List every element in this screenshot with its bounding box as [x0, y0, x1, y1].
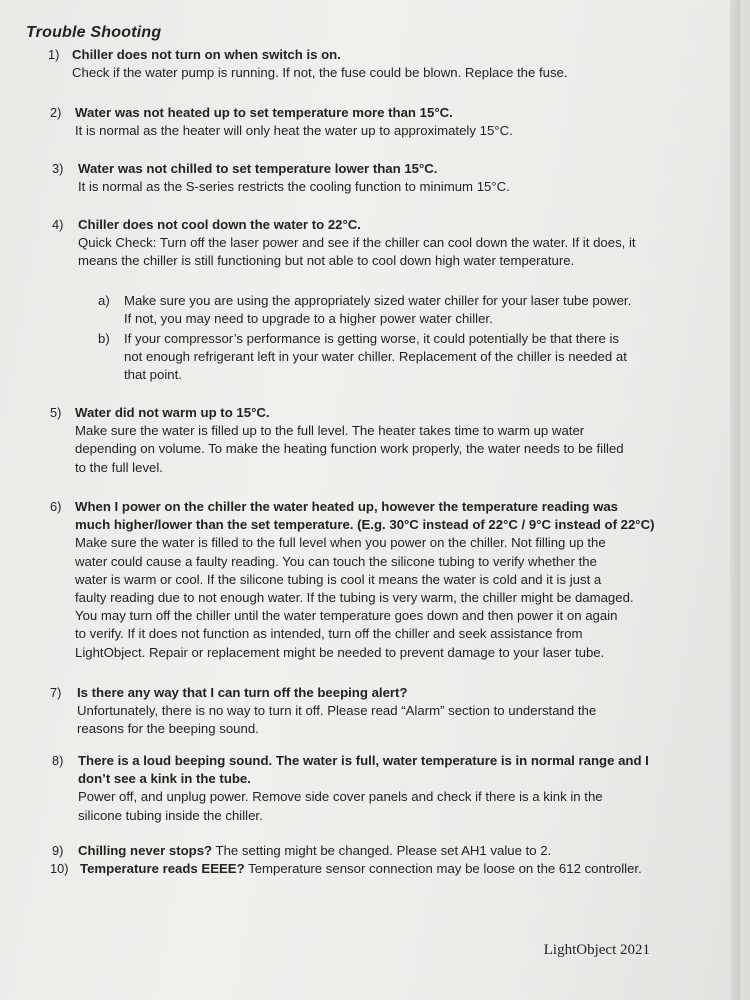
item-text: LightObject. Repair or replacement might be needed to prevent damage to your laser tube.	[75, 644, 605, 660]
item-number: 10)	[50, 861, 69, 876]
item-text: The setting might be changed. Please set AH1 value to 2.	[212, 843, 552, 858]
list-item	[50, 684, 740, 739]
sub-item-text: that point.	[124, 367, 182, 383]
item-text: means the chiller is still functioning but not able to cool down high water temperature.	[78, 253, 575, 269]
item-text: reasons for the beeping sound.	[77, 721, 259, 737]
item-heading: When I power on the chiller the water heated up, however the temperature reading was	[75, 499, 618, 514]
item-heading: much higher/lower than the set temperature. (E.g. 30°C instead of 22°C / 9°C instead of 22°C)	[75, 517, 655, 533]
item-text: You may turn off the chiller until the water temperature goes down and then power it on again	[75, 608, 618, 624]
item-number: 4)	[52, 217, 64, 232]
list-item	[50, 404, 740, 477]
sub-item-letter: b)	[98, 331, 110, 346]
list-item	[48, 46, 740, 82]
item-number: 9)	[52, 843, 64, 858]
item-text: Check if the water pump is running. If not, the fuse could be blown. Replace the fuse.	[72, 65, 568, 81]
item-heading: There is a loud beeping sound. The water is full, water temperature is in normal range and I	[78, 753, 649, 768]
list-item	[52, 216, 740, 271]
list-item	[52, 752, 740, 825]
item-heading: Chiller does not cool down the water to 22°C.	[78, 217, 361, 232]
item-heading: Temperature reads EEEE?	[80, 861, 245, 876]
item-text: Unfortunately, there is no way to turn it off. Please read “Alarm” section to understand the	[77, 703, 597, 719]
list-item	[52, 842, 740, 860]
page-title: Trouble Shooting	[26, 24, 162, 41]
item-heading: Water did not warm up to 15°C.	[75, 405, 270, 420]
sub-item-text: If your compressor’s performance is getting worse, it could potentially be that there is	[124, 331, 620, 346]
item-text: Power off, and unplug power. Remove side cover panels and check if there is a kink in the	[78, 789, 603, 805]
list-item	[50, 498, 740, 662]
item-heading: Water was not chilled to set temperature lower than 15°C.	[78, 161, 438, 176]
item-text: Make sure the water is filled to the full level when you power on the chiller. Not filling up the	[75, 535, 606, 551]
item-number: 7)	[50, 685, 62, 700]
item-heading: Water was not heated up to set temperature more than 15°C.	[75, 105, 453, 120]
sub-item-text: Make sure you are using the appropriately sized water chiller for your laser tube power.	[124, 293, 632, 308]
item-number: 1)	[48, 47, 60, 62]
sub-list-item	[98, 292, 724, 328]
list-item	[50, 104, 740, 140]
item-text: depending on volume. To make the heating function work properly, the water needs to be filled	[75, 441, 624, 457]
item-text: It is normal as the heater will only heat the water up to approximately 15°C.	[75, 123, 513, 139]
item-text: to the full level.	[75, 459, 163, 475]
item-heading: Chilling never stops?	[78, 843, 213, 858]
item-heading: don’t see a kink in the tube.	[78, 771, 251, 787]
footer-credit: LightObject 2021	[543, 942, 650, 958]
sub-item-letter: a)	[98, 293, 110, 308]
item-heading: Is there any way that I can turn off the beeping alert?	[77, 685, 408, 700]
item-text: to verify. If it does not function as intended, turn off the chiller and seek assistance from	[75, 626, 583, 642]
item-text: Quick Check: Turn off the laser power and see if the chiller can cool down the water. If it does, it	[78, 235, 636, 251]
list-item	[52, 160, 740, 196]
item-heading: Chiller does not turn on when switch is on.	[72, 47, 341, 62]
sub-item-text: If not, you may need to upgrade to a higher power water chiller.	[124, 311, 493, 327]
item-number: 5)	[50, 405, 62, 420]
item-text: water is warm or cool. If the silicone tubing is cool it means the water is cold and it is just a	[75, 571, 602, 587]
item-text: silicone tubing inside the chiller.	[78, 807, 263, 823]
item-text: water could cause a faulty reading. You can touch the silicone tubing to verify whether the	[75, 553, 597, 569]
item-number: 8)	[52, 753, 64, 768]
item-text: It is normal as the S-series restricts the cooling function to minimum 15°C.	[78, 179, 510, 195]
sub-list-item	[98, 330, 724, 385]
item-number: 2)	[50, 105, 62, 120]
item-text: Temperature sensor connection may be loose on the 612 controller.	[244, 861, 642, 876]
list-item	[50, 860, 740, 878]
sub-item-text: not enough refrigerant left in your water chiller. Replacement of the chiller is needed at	[124, 349, 627, 365]
item-number: 6)	[50, 499, 62, 514]
item-text: Make sure the water is filled up to the full level. The heater takes time to warm up water	[75, 423, 585, 439]
item-number: 3)	[52, 161, 64, 176]
item-text: faulty reading due to not enough water. If the tubing is very warm, the chiller might be damaged.	[75, 590, 634, 606]
